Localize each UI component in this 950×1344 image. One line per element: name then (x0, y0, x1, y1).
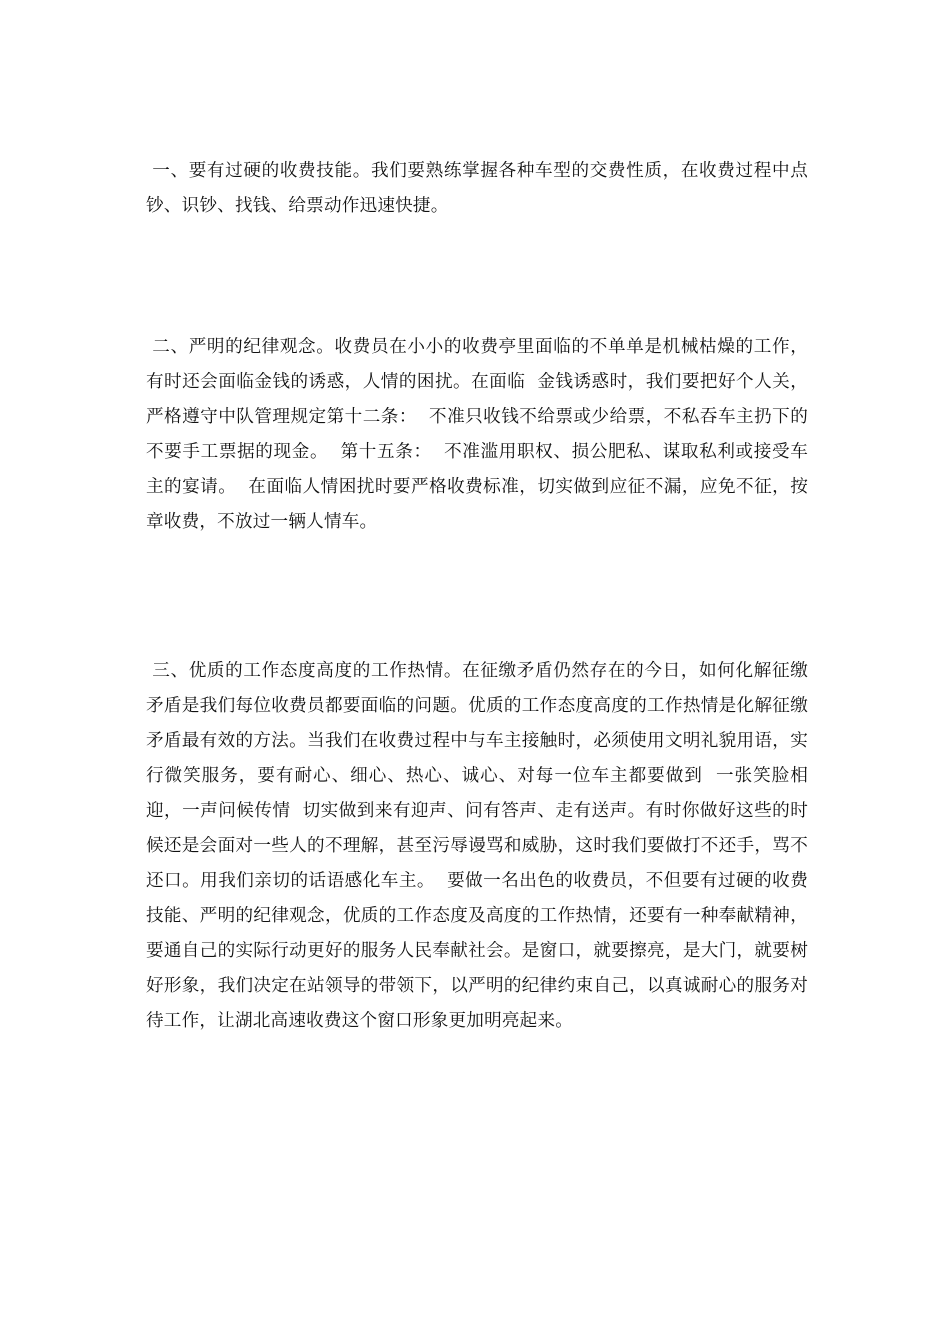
paragraph-fee-collection-skills: 一、要有过硬的收费技能。我们要熟练掌握各种车型的交费性质，在收费过程中点钞、识钞、找钱、给票动作迅速快捷。 (146, 161, 808, 216)
paragraph-work-attitude: 三、优质的工作态度高度的工作热情。在征缴矛盾仍然存在的今日，如何化解征缴矛盾是我们每位收费员都要面临的问题。优质的工作态度高度的工作热情是化解征缴矛盾最有效的方法。当我们在收费过程中与车主接触时，必须使用文明礼貌用语，实行微笑服务，要有耐心、细心、热心、诚心、对每一位车主都要做到 一张笑脸相迎，一声问候传情 切实做到来有迎声、问有答声、走有送声。有时你做好这些的时候还是会面对一些人的不理解，甚至污辱谩骂和威胁，这时我们要做打不还手，骂不还口。用我们亲切的话语感化车主。 要做一名出色的收费员，不但要有过硬的收费技能、严明的纪律观念，优质的工作态度及高度的工作热情，还要有一种奉献精神，要通自己的实际行动更好的服务人民奉献社会。是窗口，就要擦亮，是大门，就要树好形象，我们决定在站领导的带领下，以严明的纪律约束自己，以真诚耐心的服务对待工作，让湖北高速收费这个窗口形象更加明亮起来。 (146, 661, 808, 1031)
paragraph-discipline: 二、严明的纪律观念。收费员在小小的收费亭里面临的不单单是机械枯燥的工作，有时还会面临金钱的诱惑，人情的困扰。在面临 金钱诱惑时，我们要把好个人关，严格遵守中队管理规定第十二条： 不准只收钱不给票或少给票，不私吞车主扔下的不要手工票据的现金。 第十五条： 不准滥用职权、损公肥私、谋取私利或接受车主的宴请。 在面临人情困扰时要严格收费标准，切实做到应征不漏，应免不征，按章收费，不放过一辆人情车。 (146, 337, 808, 532)
